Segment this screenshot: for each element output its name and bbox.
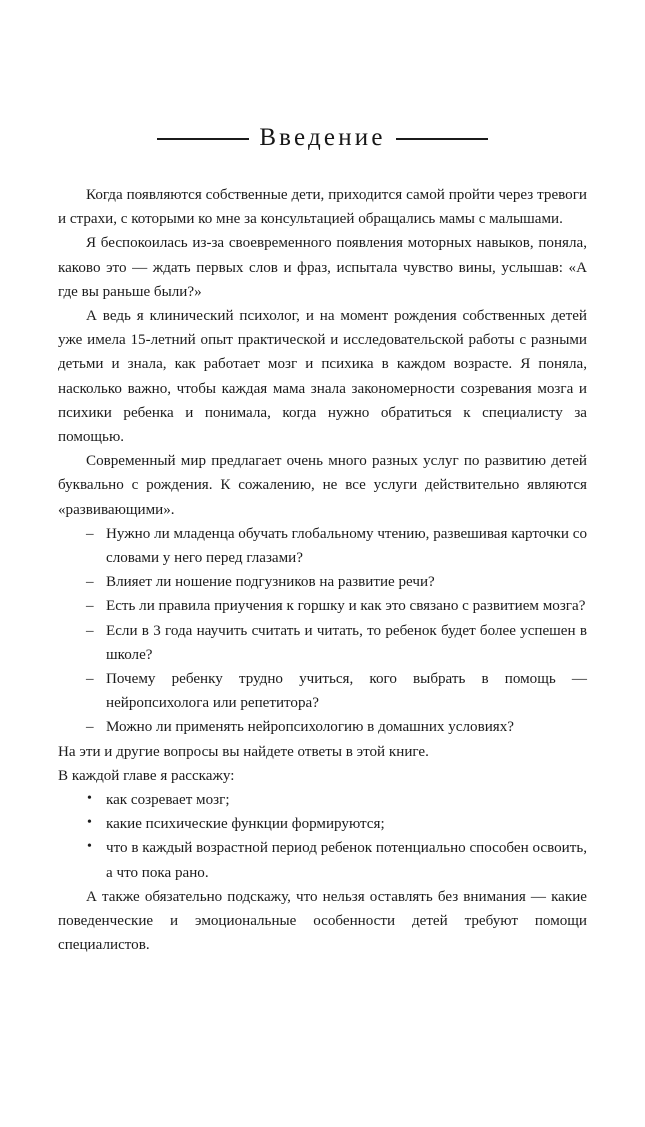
page-title: Введение xyxy=(259,124,386,151)
book-page xyxy=(0,126,645,1127)
question-list xyxy=(58,522,587,740)
paragraph: В каждой главе я расскажу: xyxy=(58,767,235,784)
heading-rule-left xyxy=(157,138,249,140)
list-item: • какие психические функции формируются; xyxy=(58,812,587,836)
body-text xyxy=(58,183,587,958)
list-item: – Можно ли применять нейропсихологию в домашних условиях? xyxy=(58,715,587,739)
paragraph: На эти и другие вопросы вы найдете ответы в этой книге. xyxy=(58,743,429,760)
paragraph: А также обязательно подскажу, что нельзя оставлять без внимания — какие поведенческие и эмоциональные особенности детей требуют помощи специалистов. xyxy=(58,888,587,954)
list-item: – Влияет ли ношение подгузников на развитие речи? xyxy=(58,570,587,594)
list-item: – Почему ребенку трудно учиться, кого выбрать в помощь — нейропсихолога или репетитора? xyxy=(58,667,587,715)
list-item: – Нужно ли младенца обучать глобальному чтению, развешивая карточки со словами у него перед глазами? xyxy=(58,522,587,570)
chapter-heading xyxy=(58,126,587,151)
list-item: – Есть ли правила приучения к горшку и как это связано с развитием мозга? xyxy=(58,594,587,618)
list-item: – Если в 3 года научить считать и читать, то ребенок будет более успешен в школе? xyxy=(58,619,587,667)
heading-rule-right xyxy=(396,138,488,140)
paragraph: Когда появляются собственные дети, приходится самой пройти через тревоги и страхи, с которыми ко мне за консультацией обращались мамы с малышами. xyxy=(58,187,587,228)
paragraph: Современный мир предлагает очень много разных услуг по развитию детей буквально с рождения. К сожалению, не все услуги действительно являются «развивающими». xyxy=(58,453,587,518)
paragraph: Я беспокоилась из-за своевременного появления моторных навыков, поняла, каково это — ждать первых слов и фраз, испытала чувство вины, услышав: «А где вы раньше были?» xyxy=(58,235,587,300)
list-item: • что в каждый возрастной период ребенок потенциально способен освоить, а что пока рано. xyxy=(58,836,587,884)
list-item: • как созревает мозг; xyxy=(58,788,587,812)
paragraph: А ведь я клинический психолог, и на момент рождения собственных детей уже имела 15-летний опыт практической и исследовательской работы с разными детьми и знала, как работает мозг и психика в каждом возрасте. Я поняла, насколько важно, чтобы каждая мама знала закономерности созревания мозга и психики ребенка и понимала, когда нужно обратиться к специалисту за помощью. xyxy=(58,308,587,446)
topic-list xyxy=(58,788,587,885)
